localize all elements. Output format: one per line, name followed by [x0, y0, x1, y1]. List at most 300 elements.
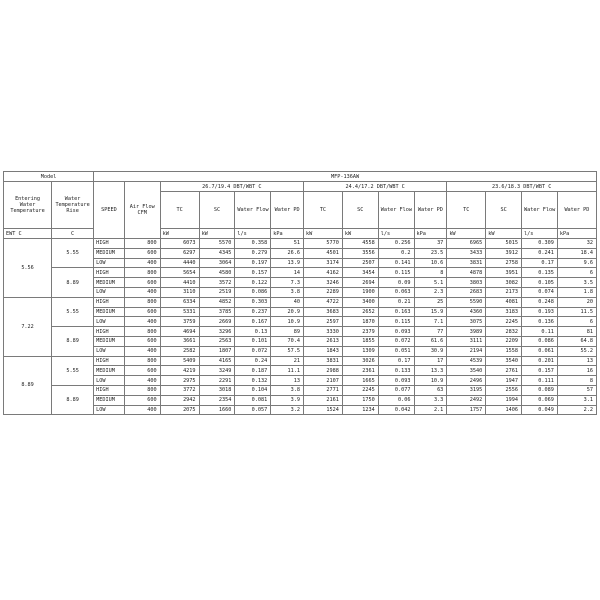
- value-cell: 3556: [342, 248, 378, 258]
- sub-header-tc: TC: [303, 192, 342, 229]
- value-cell: 25: [414, 297, 447, 307]
- value-cell: 2597: [303, 317, 342, 327]
- table-row: [4, 268, 597, 278]
- airflow-cell: 600: [124, 248, 160, 258]
- value-cell: 1234: [342, 405, 378, 415]
- value-cell: 89: [271, 327, 304, 337]
- value-cell: 4580: [199, 268, 235, 278]
- unit-lps: l/s: [378, 229, 414, 239]
- value-cell: 3195: [447, 385, 486, 395]
- value-cell: 3111: [447, 336, 486, 346]
- value-cell: 13.3: [414, 366, 447, 376]
- value-cell: 0.141: [378, 258, 414, 268]
- value-cell: 7.1: [414, 317, 447, 327]
- value-cell: 1558: [486, 346, 522, 356]
- value-cell: 2209: [486, 336, 522, 346]
- sub-header-water-pd: Water PD: [414, 192, 447, 229]
- unit-ewt: EWT C: [4, 229, 52, 239]
- value-cell: 3.8: [271, 287, 304, 297]
- sub-header-sc: SC: [342, 192, 378, 229]
- value-cell: 2563: [199, 336, 235, 346]
- value-cell: 2496: [447, 376, 486, 386]
- value-cell: 6: [557, 268, 596, 278]
- value-cell: 55.2: [557, 346, 596, 356]
- speed-cell: LOW: [94, 317, 125, 327]
- unit-kw: kW: [486, 229, 522, 239]
- value-cell: 2761: [486, 366, 522, 376]
- airflow-cell: 400: [124, 346, 160, 356]
- value-cell: 0.256: [378, 239, 414, 249]
- value-cell: 0.187: [235, 366, 271, 376]
- value-cell: 0.21: [378, 297, 414, 307]
- unit-kw: kW: [199, 229, 235, 239]
- ewt-cell: 5.56: [4, 239, 52, 298]
- value-cell: 3454: [342, 268, 378, 278]
- value-cell: 1.8: [557, 287, 596, 297]
- value-cell: 30.9: [414, 346, 447, 356]
- value-cell: 11.5: [557, 307, 596, 317]
- value-cell: 2.1: [414, 405, 447, 415]
- value-cell: 2683: [447, 287, 486, 297]
- value-cell: 5331: [160, 307, 199, 317]
- value-cell: 2519: [199, 287, 235, 297]
- table-row: [4, 385, 597, 395]
- speed-cell: HIGH: [94, 297, 125, 307]
- value-cell: 6334: [160, 297, 199, 307]
- value-cell: 6: [557, 317, 596, 327]
- value-cell: 57: [557, 385, 596, 395]
- value-cell: 6965: [447, 239, 486, 249]
- value-cell: 4878: [447, 268, 486, 278]
- value-cell: 4558: [342, 239, 378, 249]
- speed-cell: LOW: [94, 258, 125, 268]
- value-cell: 0.201: [522, 356, 558, 366]
- rise-cell: 8.89: [52, 385, 94, 414]
- value-cell: 5570: [199, 239, 235, 249]
- value-cell: 1660: [199, 405, 235, 415]
- value-cell: 0.132: [235, 376, 271, 386]
- value-cell: 2361: [342, 366, 378, 376]
- unit-kw: kW: [160, 229, 199, 239]
- value-cell: 11.1: [271, 366, 304, 376]
- airflow-cell: 400: [124, 287, 160, 297]
- unit-kw: kW: [342, 229, 378, 239]
- value-cell: 15.9: [414, 307, 447, 317]
- value-cell: 3912: [486, 248, 522, 258]
- value-cell: 3174: [303, 258, 342, 268]
- ewt-cell: 8.89: [4, 356, 52, 415]
- sub-header-water-pd: Water PD: [557, 192, 596, 229]
- value-cell: 2942: [160, 395, 199, 405]
- speed-cell: HIGH: [94, 385, 125, 395]
- value-cell: 0.072: [378, 336, 414, 346]
- value-cell: 0.2: [378, 248, 414, 258]
- value-cell: 1900: [342, 287, 378, 297]
- speed-cell: LOW: [94, 376, 125, 386]
- airflow-cell: 600: [124, 307, 160, 317]
- table-row: [4, 356, 597, 366]
- value-cell: 3540: [486, 356, 522, 366]
- value-cell: 0.279: [235, 248, 271, 258]
- airflow-cell: 800: [124, 356, 160, 366]
- value-cell: 51: [271, 239, 304, 249]
- value-cell: 6297: [160, 248, 199, 258]
- value-cell: 20.9: [271, 307, 304, 317]
- unit-rise: C: [52, 229, 94, 239]
- sub-header-water-flow: Water Flow: [522, 192, 558, 229]
- value-cell: 3540: [447, 366, 486, 376]
- value-cell: 3.1: [557, 395, 596, 405]
- value-cell: 3433: [447, 248, 486, 258]
- value-cell: 61.6: [414, 336, 447, 346]
- speed-cell: LOW: [94, 287, 125, 297]
- value-cell: 2669: [199, 317, 235, 327]
- value-cell: 13: [271, 376, 304, 386]
- value-cell: 2291: [199, 376, 235, 386]
- rise-cell: 8.89: [52, 268, 94, 297]
- airflow-cell: 400: [124, 376, 160, 386]
- value-cell: 0.237: [235, 307, 271, 317]
- speed-cell: LOW: [94, 346, 125, 356]
- value-cell: 3759: [160, 317, 199, 327]
- value-cell: 0.072: [235, 346, 271, 356]
- sub-header-sc: SC: [199, 192, 235, 229]
- value-cell: 0.136: [522, 317, 558, 327]
- value-cell: 2832: [486, 327, 522, 337]
- value-cell: 3183: [486, 307, 522, 317]
- value-cell: 13.9: [271, 258, 304, 268]
- value-cell: 0.358: [235, 239, 271, 249]
- airflow-cell: 800: [124, 385, 160, 395]
- value-cell: 10.9: [414, 376, 447, 386]
- value-cell: 3989: [447, 327, 486, 337]
- table-row: [4, 239, 597, 249]
- sub-header-water-flow: Water Flow: [235, 192, 271, 229]
- value-cell: 0.133: [378, 366, 414, 376]
- value-cell: 17: [414, 356, 447, 366]
- unit-kw: kW: [447, 229, 486, 239]
- value-cell: 0.193: [522, 307, 558, 317]
- value-cell: 0.24: [235, 356, 271, 366]
- value-cell: 0.093: [378, 327, 414, 337]
- value-cell: 3064: [199, 258, 235, 268]
- value-cell: 2075: [160, 405, 199, 415]
- table-body: [4, 239, 597, 415]
- value-cell: 4722: [303, 297, 342, 307]
- value-cell: 3.2: [271, 405, 304, 415]
- condition-header-1: 26.7/19.4 DBT/WBT C: [160, 182, 303, 192]
- value-cell: 2582: [160, 346, 199, 356]
- value-cell: 5770: [303, 239, 342, 249]
- value-cell: 2652: [342, 307, 378, 317]
- value-cell: 2988: [303, 366, 342, 376]
- value-cell: 3018: [199, 385, 235, 395]
- value-cell: 0.069: [522, 395, 558, 405]
- value-cell: 7.3: [271, 278, 304, 288]
- value-cell: 0.167: [235, 317, 271, 327]
- value-cell: 3803: [447, 278, 486, 288]
- airflow-cell: 600: [124, 336, 160, 346]
- unit-kpa: kPa: [414, 229, 447, 239]
- value-cell: 2.2: [557, 405, 596, 415]
- value-cell: 0.122: [235, 278, 271, 288]
- value-cell: 8: [414, 268, 447, 278]
- value-cell: 3400: [342, 297, 378, 307]
- value-cell: 5654: [160, 268, 199, 278]
- condition-header-3: 23.6/18.3 DBT/WBT C: [447, 182, 597, 192]
- value-cell: 1994: [486, 395, 522, 405]
- value-cell: 3785: [199, 307, 235, 317]
- value-cell: 10.6: [414, 258, 447, 268]
- speed-cell: HIGH: [94, 327, 125, 337]
- value-cell: 3330: [303, 327, 342, 337]
- value-cell: 0.115: [378, 317, 414, 327]
- value-cell: 2107: [303, 376, 342, 386]
- value-cell: 0.086: [235, 287, 271, 297]
- value-cell: 14: [271, 268, 304, 278]
- value-cell: 23.5: [414, 248, 447, 258]
- value-cell: 0.163: [378, 307, 414, 317]
- value-cell: 3082: [486, 278, 522, 288]
- airflow-cell: 400: [124, 258, 160, 268]
- value-cell: 3683: [303, 307, 342, 317]
- value-cell: 0.086: [522, 336, 558, 346]
- value-cell: 5.1: [414, 278, 447, 288]
- value-cell: 4165: [199, 356, 235, 366]
- col-ewt-header: Entering Water Temperature: [4, 182, 52, 229]
- value-cell: 16: [557, 366, 596, 376]
- value-cell: 4410: [160, 278, 199, 288]
- value-cell: 0.157: [522, 366, 558, 376]
- speed-cell: MEDIUM: [94, 248, 125, 258]
- value-cell: 2556: [486, 385, 522, 395]
- value-cell: 2194: [447, 346, 486, 356]
- value-cell: 5409: [160, 356, 199, 366]
- value-cell: 0.101: [235, 336, 271, 346]
- airflow-cell: 800: [124, 239, 160, 249]
- value-cell: 0.105: [522, 278, 558, 288]
- value-cell: 1843: [303, 346, 342, 356]
- value-cell: 9.6: [557, 258, 596, 268]
- value-cell: 3772: [160, 385, 199, 395]
- value-cell: 0.104: [235, 385, 271, 395]
- value-cell: 2.3: [414, 287, 447, 297]
- unit-kpa: kPa: [271, 229, 304, 239]
- performance-table: [3, 171, 597, 415]
- value-cell: 3.3: [414, 395, 447, 405]
- value-cell: 0.042: [378, 405, 414, 415]
- value-cell: 0.051: [378, 346, 414, 356]
- value-cell: 63: [414, 385, 447, 395]
- value-cell: 64.8: [557, 336, 596, 346]
- value-cell: 4694: [160, 327, 199, 337]
- value-cell: 5590: [447, 297, 486, 307]
- value-cell: 0.135: [522, 268, 558, 278]
- table-row: [4, 327, 597, 337]
- value-cell: 10.9: [271, 317, 304, 327]
- value-cell: 2613: [303, 336, 342, 346]
- airflow-cell: 400: [124, 405, 160, 415]
- value-cell: 3075: [447, 317, 486, 327]
- value-cell: 40: [271, 297, 304, 307]
- rise-cell: 5.55: [52, 239, 94, 268]
- value-cell: 0.089: [522, 385, 558, 395]
- speed-cell: MEDIUM: [94, 395, 125, 405]
- value-cell: 3110: [160, 287, 199, 297]
- value-cell: 21: [271, 356, 304, 366]
- value-cell: 0.115: [378, 268, 414, 278]
- value-cell: 0.061: [522, 346, 558, 356]
- value-cell: 4360: [447, 307, 486, 317]
- value-cell: 3.8: [271, 385, 304, 395]
- value-cell: 3246: [303, 278, 342, 288]
- value-cell: 0.077: [378, 385, 414, 395]
- value-cell: 0.157: [235, 268, 271, 278]
- value-cell: 0.074: [522, 287, 558, 297]
- table-row: [4, 297, 597, 307]
- sub-header-sc: SC: [486, 192, 522, 229]
- speed-cell: LOW: [94, 405, 125, 415]
- sub-header-water-pd: Water PD: [271, 192, 304, 229]
- speed-cell: HIGH: [94, 268, 125, 278]
- airflow-cell: 800: [124, 268, 160, 278]
- value-cell: 1947: [486, 376, 522, 386]
- value-cell: 0.09: [378, 278, 414, 288]
- value-cell: 3.5: [557, 278, 596, 288]
- value-cell: 2173: [486, 287, 522, 297]
- value-cell: 1870: [342, 317, 378, 327]
- value-cell: 1665: [342, 376, 378, 386]
- unit-kpa: kPa: [557, 229, 596, 239]
- value-cell: 2161: [303, 395, 342, 405]
- value-cell: 20: [557, 297, 596, 307]
- value-cell: 4501: [303, 248, 342, 258]
- value-cell: 0.309: [522, 239, 558, 249]
- airflow-cell: 400: [124, 317, 160, 327]
- value-cell: 2379: [342, 327, 378, 337]
- value-cell: 4219: [160, 366, 199, 376]
- value-cell: 3.9: [271, 395, 304, 405]
- sub-header-tc: TC: [447, 192, 486, 229]
- unit-lps: l/s: [522, 229, 558, 239]
- value-cell: 1757: [447, 405, 486, 415]
- value-cell: 3951: [486, 268, 522, 278]
- ewt-cell: 7.22: [4, 297, 52, 356]
- speed-cell: MEDIUM: [94, 278, 125, 288]
- col-airflow-header: Air Flow CFM: [124, 182, 160, 239]
- value-cell: 0.17: [378, 356, 414, 366]
- value-cell: 4852: [199, 297, 235, 307]
- airflow-cell: 600: [124, 278, 160, 288]
- value-cell: 1406: [486, 405, 522, 415]
- value-cell: 13: [557, 356, 596, 366]
- value-cell: 1309: [342, 346, 378, 356]
- value-cell: 0.049: [522, 405, 558, 415]
- value-cell: 3831: [447, 258, 486, 268]
- value-cell: 4081: [486, 297, 522, 307]
- value-cell: 26.6: [271, 248, 304, 258]
- condition-header-2: 24.4/17.2 DBT/WBT C: [303, 182, 446, 192]
- airflow-cell: 600: [124, 395, 160, 405]
- value-cell: 0.248: [522, 297, 558, 307]
- value-cell: 1807: [199, 346, 235, 356]
- value-cell: 8: [557, 376, 596, 386]
- value-cell: 2694: [342, 278, 378, 288]
- rise-cell: 5.55: [52, 297, 94, 326]
- rise-cell: 8.89: [52, 327, 94, 356]
- value-cell: 3296: [199, 327, 235, 337]
- model-label: Model: [4, 172, 94, 182]
- value-cell: 3661: [160, 336, 199, 346]
- speed-cell: MEDIUM: [94, 307, 125, 317]
- value-cell: 0.13: [235, 327, 271, 337]
- value-cell: 0.081: [235, 395, 271, 405]
- value-cell: 3572: [199, 278, 235, 288]
- airflow-cell: 600: [124, 366, 160, 376]
- value-cell: 4162: [303, 268, 342, 278]
- value-cell: 0.303: [235, 297, 271, 307]
- speed-cell: HIGH: [94, 239, 125, 249]
- value-cell: 5015: [486, 239, 522, 249]
- value-cell: 0.197: [235, 258, 271, 268]
- value-cell: 2507: [342, 258, 378, 268]
- model-value: MFP-136AW: [94, 172, 597, 182]
- value-cell: 0.17: [522, 258, 558, 268]
- value-cell: 18.4: [557, 248, 596, 258]
- speed-cell: MEDIUM: [94, 366, 125, 376]
- value-cell: 0.057: [235, 405, 271, 415]
- sub-header-tc: TC: [160, 192, 199, 229]
- value-cell: 77: [414, 327, 447, 337]
- value-cell: 70.4: [271, 336, 304, 346]
- value-cell: 3026: [342, 356, 378, 366]
- value-cell: 3831: [303, 356, 342, 366]
- unit-lps: l/s: [235, 229, 271, 239]
- value-cell: 2771: [303, 385, 342, 395]
- value-cell: 81: [557, 327, 596, 337]
- value-cell: 1524: [303, 405, 342, 415]
- value-cell: 2492: [447, 395, 486, 405]
- value-cell: 2289: [303, 287, 342, 297]
- col-rise-header: Water Temperature Rise: [52, 182, 94, 229]
- value-cell: 0.11: [522, 327, 558, 337]
- value-cell: 0.241: [522, 248, 558, 258]
- airflow-cell: 800: [124, 327, 160, 337]
- speed-cell: HIGH: [94, 356, 125, 366]
- value-cell: 4345: [199, 248, 235, 258]
- value-cell: 2354: [199, 395, 235, 405]
- value-cell: 2245: [342, 385, 378, 395]
- value-cell: 0.063: [378, 287, 414, 297]
- value-cell: 2975: [160, 376, 199, 386]
- sub-header-water-flow: Water Flow: [378, 192, 414, 229]
- value-cell: 1750: [342, 395, 378, 405]
- value-cell: 0.111: [522, 376, 558, 386]
- value-cell: 6073: [160, 239, 199, 249]
- col-speed-header: SPEED: [94, 182, 125, 239]
- value-cell: 1855: [342, 336, 378, 346]
- value-cell: 57.5: [271, 346, 304, 356]
- unit-kw: kW: [303, 229, 342, 239]
- value-cell: 4539: [447, 356, 486, 366]
- value-cell: 2758: [486, 258, 522, 268]
- value-cell: 32: [557, 239, 596, 249]
- value-cell: 4440: [160, 258, 199, 268]
- rise-cell: 5.55: [52, 356, 94, 385]
- value-cell: 37: [414, 239, 447, 249]
- airflow-cell: 800: [124, 297, 160, 307]
- value-cell: 2245: [486, 317, 522, 327]
